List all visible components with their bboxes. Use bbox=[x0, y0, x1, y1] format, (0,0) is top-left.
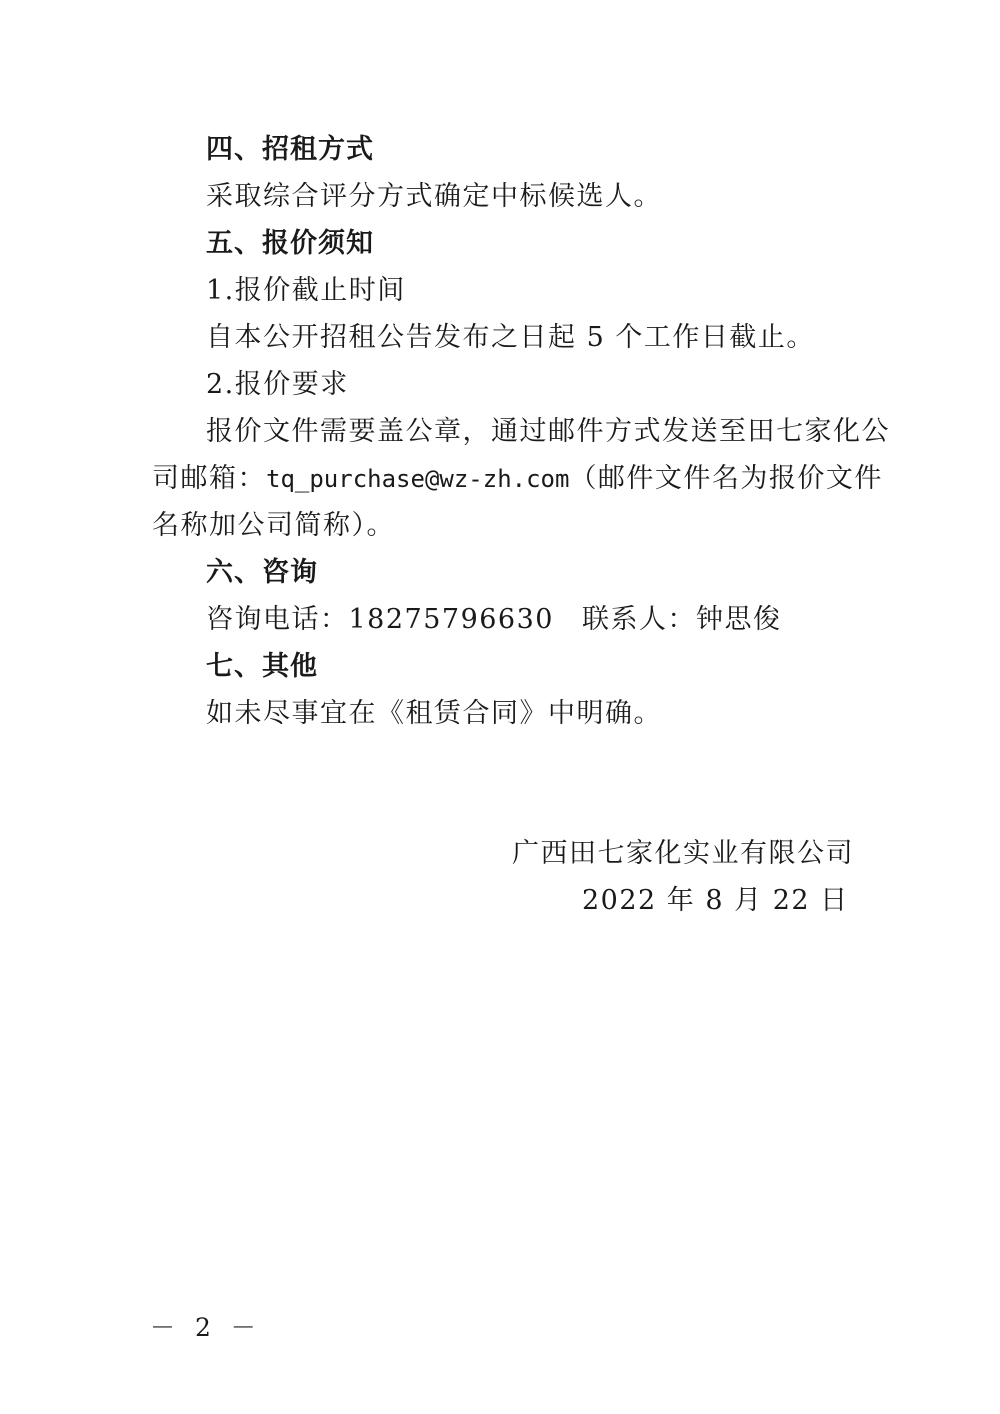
section-5-item2-line2 bbox=[152, 455, 883, 503]
contact-label: 联系人： bbox=[581, 604, 696, 635]
section-5-item1-title: 1.报价截止时间 bbox=[206, 275, 406, 306]
phone-number: 18275796630 bbox=[348, 604, 554, 635]
page-number: － 2 － bbox=[150, 1313, 262, 1342]
section-5-item2-line3: 名称加公司简称）。 bbox=[152, 510, 395, 541]
signature-date: 2022 年 8 月 22 日 bbox=[582, 885, 849, 916]
section-6-contact-line bbox=[206, 596, 906, 643]
section-5-item2-title: 2.报价要求 bbox=[206, 369, 349, 400]
section-7-body: 如未尽事宜在《租赁合同》中明确。 bbox=[206, 698, 662, 729]
email-address: tq_purchase@wz-zh.com bbox=[266, 465, 570, 493]
phone-label: 咨询电话： bbox=[206, 604, 349, 635]
section-6-heading: 六、咨询 bbox=[206, 557, 318, 588]
signature-company: 广西田七家化实业有限公司 bbox=[512, 838, 854, 869]
section-4-body: 采取综合评分方式确定中标候选人。 bbox=[206, 181, 662, 212]
section-5-item1-body: 自本公开招租公告发布之日起 5 个工作日截止。 bbox=[206, 322, 815, 353]
contact-name: 钟思俊 bbox=[695, 604, 782, 635]
section-5-item2-line1: 报价文件需要盖公章，通过邮件方式发送至田七家化公 bbox=[206, 416, 890, 447]
section-5-heading: 五、报价须知 bbox=[206, 228, 374, 259]
section-4-heading: 四、招租方式 bbox=[206, 134, 374, 165]
section-7-heading: 七、其他 bbox=[206, 651, 318, 682]
email-note: （邮件文件名为报价文件 bbox=[569, 463, 883, 494]
email-label: 司邮箱： bbox=[152, 463, 266, 494]
